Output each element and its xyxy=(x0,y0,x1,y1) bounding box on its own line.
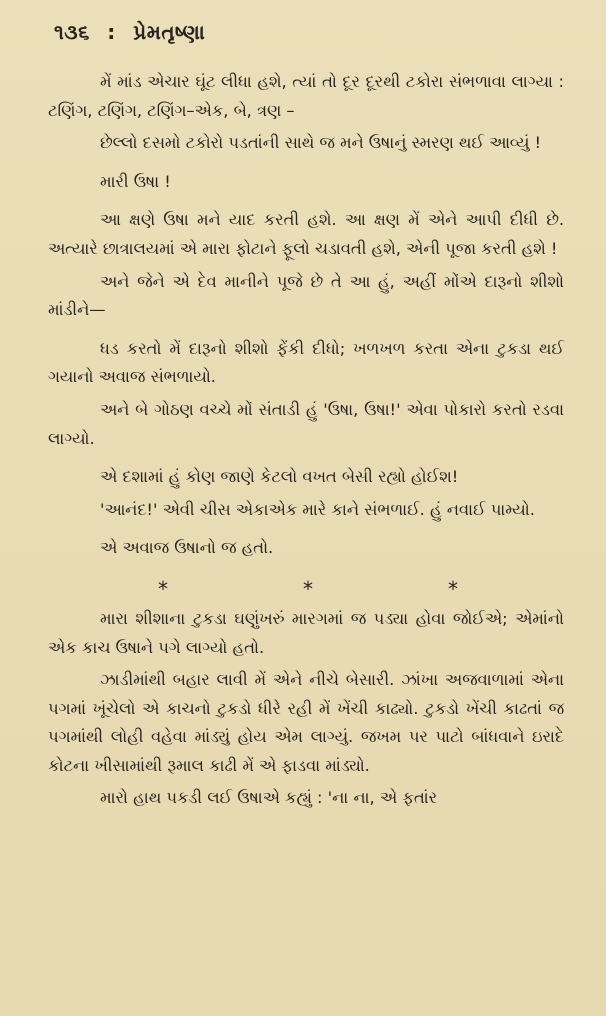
paragraph: 'આનંદ!' એવી ચીસ એકાએક મારે કાને સંભળાઈ. હું નવાઈ પામ્યો. xyxy=(100,499,535,519)
paragraph: ધડ કરતો મેં દારૂનો શીશો ફેંકી દીધો; ખળખળ કરતા એના ટુકડા થઈ ગયાનો અવાજ સંભળાયો. xyxy=(48,338,564,387)
paragraph: એ અવાજ ઉષાનો જ હતો. xyxy=(100,538,274,558)
paragraph: અને બે ગોઠણ વચ્ચે મોં સંતાડી હું 'ઉષા, ઉષા!' એવા પોકારો કરતો રડવા લાગ્યો. xyxy=(48,399,564,448)
paragraph: મારો હાથ પકડી લઈ ઉષાએ કહ્યું : 'ના ના, એ ફતાંર xyxy=(100,788,438,808)
page-number: ૧૩૬ xyxy=(54,20,90,44)
separator-star: * xyxy=(303,576,313,601)
paragraph: મારા શીશાના ટુકડા ઘણુંખરું મારગમાં જ પડ્યા હોવા જોઈએ; એમાંનો એક કાચ ઉષાને પગે લાગ્યો હતો. xyxy=(48,608,564,657)
page-header xyxy=(54,18,564,46)
paragraph: ઝાડીમાંથી બહાર લાવી મેં એને નીચે બેસારી. ઝાંખા અજવાળામાં એના પગમાં ખૂંચેલો એ કાચનો ટુકડો ધીરે રહી મેં ખેંચી કાઢ્યો. ટુકડો ખેંચી કાઢતાં જ પગમાંથી લોહી વહેવા માંડ્યું હોય એમ લાગ્યું. જખમ પર પાટો બાંધવાને ઇરાદે કોટના ખીસામાંથી રૂમાલ કાઢી મેં એ ફાડવા માંડ્યો. xyxy=(48,670,564,775)
paragraph: છેલ્લો દસમો ટકોરો પડતાંની સાથે જ મને ઉષાનું સ્મરણ થઈ આવ્યું ! xyxy=(100,133,542,153)
paragraph: અને જેને એ દેવ માનીને પૂજે છે તે આ હું, અહીં મોંએ દારૂનો શીશો માંડીને— xyxy=(48,271,564,320)
section-break xyxy=(158,577,458,601)
paragraph: મારી ઉષા ! xyxy=(100,171,171,191)
separator-star: * xyxy=(158,576,168,601)
header-separator: : xyxy=(107,20,116,44)
paragraph: આ ક્ષણે ઉષા મને યાદ કરતી હશે. આ ક્ષણ મેં એને આપી દીધી છે. અત્યારે છાત્રાલયમાં એ મારા ફોટાને ફૂલો ચડાવતી હશે, એની પૂજા કરતી હશે ! xyxy=(48,210,564,258)
separator-star: * xyxy=(448,576,458,601)
page-body xyxy=(48,68,564,813)
paragraph: એ દશામાં હું કોણ જાણે કેટલો વખત બેસી રહ્યો હોઈશ! xyxy=(100,467,459,487)
paragraph: મેં માંડ એચાર ઘૂંટ લીધા હશે, ત્યાં તો દૂર દૂરથી ટકોરા સંભળાવા લાગ્યા : ટણિંગ, ટણિંગ, ટણિંગ–એક, બે, ત્રણ – xyxy=(48,72,564,120)
book-title: પ્રેમતૃષ્ણા xyxy=(133,20,206,44)
